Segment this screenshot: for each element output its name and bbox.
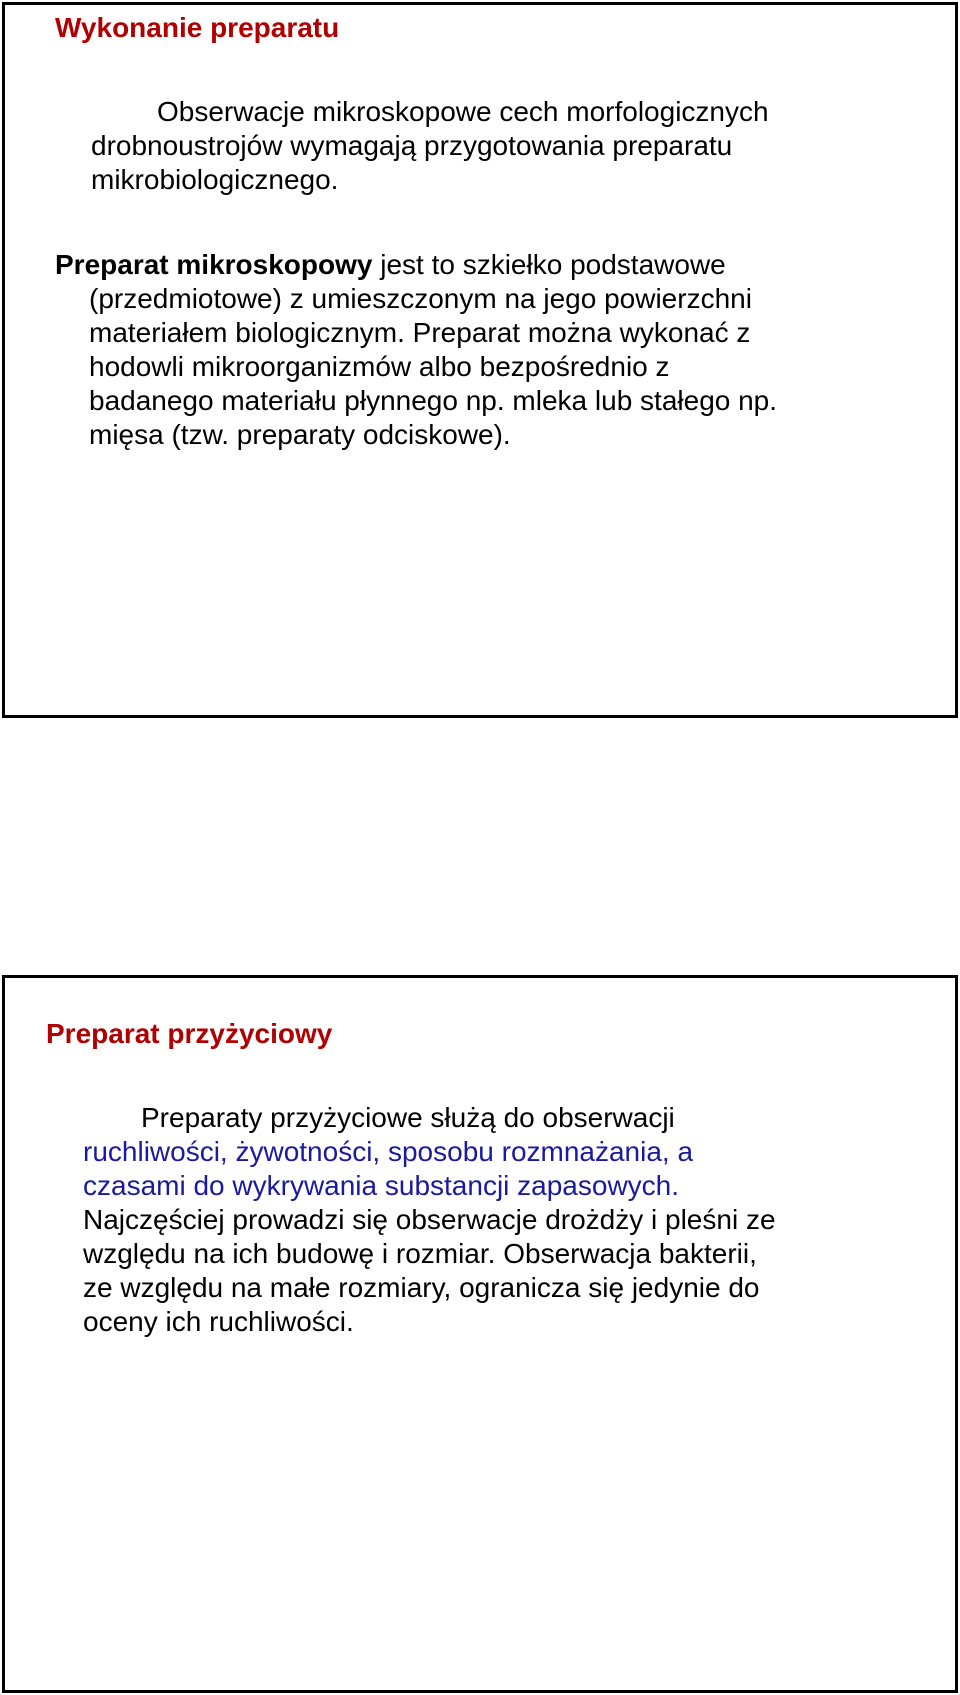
text-line: materiałem biologicznym. Preparat można wykonać z xyxy=(89,317,751,348)
text-line: hodowli mikroorganizmów albo bezpośrednio z xyxy=(89,351,670,382)
text-line: Preparaty przyżyciowe służą do obserwacji xyxy=(141,1102,675,1133)
text-line: drobnoustrojów wymagają przygotowania preparatu xyxy=(91,130,733,161)
slide-title: Wykonanie preparatu xyxy=(55,12,340,43)
text-line: oceny ich ruchliwości. xyxy=(83,1306,354,1337)
text-line xyxy=(55,248,777,282)
body-paragraph xyxy=(83,1101,776,1339)
highlight-line: czasami do wykrywania substancji zapasowych. xyxy=(83,1170,680,1201)
text-line: mikrobiologicznego. xyxy=(91,164,339,195)
text-line: badanego materiału płynnego np. mleka lub stałego np. xyxy=(89,385,778,416)
text-line: (przedmiotowe) z umieszczonym na jego powierzchni xyxy=(89,283,752,314)
text-line: względu na ich budowę i rozmiar. Obserwacja bakterii, xyxy=(83,1238,757,1269)
definition-text: jest to szkiełko podstawowe xyxy=(372,249,726,280)
highlight-line: ruchliwości, żywotności, sposobu rozmnażania, a xyxy=(83,1136,694,1167)
definition-term: Preparat mikroskopowy xyxy=(55,249,373,280)
text-line: ze względu na małe rozmiary, ogranicza się jedynie do xyxy=(83,1272,760,1303)
intro-paragraph xyxy=(91,95,769,197)
definition-paragraph xyxy=(55,248,777,452)
text-line: mięsa (tzw. preparaty odciskowe). xyxy=(89,419,511,450)
slide-title: Preparat przyżyciowy xyxy=(46,1018,333,1049)
text-line: Najczęściej prowadzi się obserwacje drożdży i pleśni ze xyxy=(83,1204,776,1235)
slide-preparat-przyzyciowy xyxy=(2,975,958,1693)
text-line: Obserwacje mikroskopowe cech morfologicznych xyxy=(157,96,769,127)
slide-wykonanie-preparatu xyxy=(2,2,958,718)
